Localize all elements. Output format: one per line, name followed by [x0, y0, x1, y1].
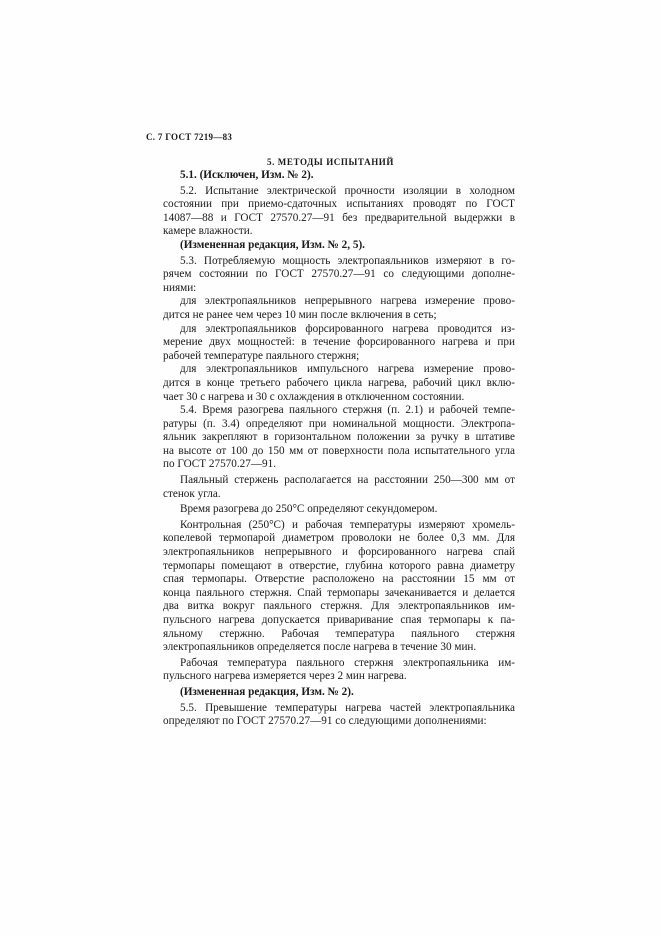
- text-line: термопары помещают в отверстие, глубина которого равна диаметру: [163, 559, 515, 572]
- text-line: электропаяльников определяется после нагрева в течение 30 мин.: [163, 641, 477, 654]
- text-line: Паяльный стержень располагается на расстоянии 250—300 мм от: [180, 474, 515, 487]
- text-line: стенок угла.: [163, 487, 221, 500]
- paragraph: [146, 169, 515, 183]
- text-line: дится в конце третьего рабочего цикла нагрева, рабочий цикл вклю-: [163, 376, 515, 389]
- paragraph: [146, 185, 515, 239]
- text-line: определяют по ГОСТ 27570.27—91 со следующими дополнениями:: [163, 715, 487, 728]
- text-line: копелевой термопарой диаметром проволоки не более 0,3 мм. Для: [163, 532, 515, 545]
- text-line: Время разогрева до 250°С определяют секундомером.: [180, 503, 438, 516]
- paragraph: [146, 657, 515, 684]
- text-line: два витка вокруг паяльного стержня. Для электропаяльников им-: [163, 600, 515, 613]
- text-line: камере влажности.: [163, 225, 253, 238]
- paragraph: [146, 363, 515, 404]
- text-line: для электропаяльников форсированного нагрева проводится из-: [180, 322, 515, 335]
- text-line: мерение двух мощностей: в течение форсированного нагрева и при: [163, 336, 515, 349]
- paragraph: [146, 239, 515, 253]
- paragraph: [146, 474, 515, 501]
- text-line: 5.3. Потребляемую мощность электропаяльников измеряют в го-: [180, 254, 515, 267]
- text-line: для электропаяльников импульсного нагрева измерение прово-: [180, 363, 515, 376]
- text-line: (Измененная редакция, Изм. № 2, 5).: [180, 238, 365, 251]
- text-line: Контрольная (250°С) и рабочая температуры измеряют хромель-: [180, 518, 515, 531]
- text-line: яльному стержню. Рабочая температура паяльного стержня: [163, 627, 515, 640]
- text-line: ниями:: [163, 281, 197, 294]
- text-line: 5.2. Испытание электрической прочности изоляции в холодном: [180, 184, 515, 197]
- text-line: состоянии при приемо-сдаточных испытаниях проводят по ГОСТ: [163, 198, 515, 211]
- paragraph: [146, 519, 515, 655]
- text-line: пульсного нагрева допускается приваривание спая термопары к па-: [163, 614, 515, 626]
- text-line: 5.4. Время разогрева паяльного стержня (п. 2.1) и рабочей темпе-: [180, 404, 515, 417]
- text-line: 5.1. (Исключен, Изм. № 2).: [180, 169, 314, 181]
- paragraph: [146, 503, 515, 517]
- text-line: 14087—88 и ГОСТ 27570.27—91 без предварительной выдержки в: [163, 211, 515, 224]
- paragraph: [146, 702, 515, 729]
- document-body: [146, 169, 515, 729]
- text-line: по ГОСТ 27570.27—91.: [163, 458, 277, 471]
- text-line: рячем состоянии по ГОСТ 27570.27—91 со следующими дополне-: [163, 268, 515, 281]
- paragraph: [146, 404, 515, 472]
- text-line: Рабочая температура паяльного стержня электропаяльника им-: [180, 656, 515, 669]
- paragraph: [146, 295, 515, 322]
- section-title: 5. МЕТОДЫ ИСПЫТАНИЙ: [266, 157, 394, 167]
- text-line: пульсного нагрева измеряется через 2 мин нагрева.: [163, 670, 407, 683]
- text-line: для электропаяльников непрерывного нагрева измерение прово-: [180, 295, 515, 308]
- text-line: спая термопары. Отверстие расположено на расстоянии 15 мм от: [163, 573, 515, 586]
- text-line: конца паяльного стержня. Спай термопары зачеканивается и делается: [163, 586, 515, 599]
- text-line: дится не ранее чем через 10 мин после включения в сеть;: [163, 308, 437, 321]
- text-line: на высоте от 100 до 150 мм от поверхности пола испытательного угла: [163, 444, 515, 457]
- paragraph: [146, 255, 515, 296]
- paragraph: [146, 323, 515, 364]
- text-line: чает 30 с нагрева и 30 с охлаждения в отключенном состоянии.: [163, 390, 465, 403]
- text-line: ратуры (п. 3.4) определяют при номинальной мощности. Электропа-: [163, 417, 515, 430]
- text-line: электропаяльников непрерывного и форсированного нагрева спай: [163, 546, 515, 559]
- text-line: (Измененная редакция, Изм. № 2).: [180, 685, 354, 698]
- text-line: яльник закрепляют в горизонтальном положении за ручку в штативе: [163, 431, 515, 444]
- page-header: С. 7 ГОСТ 7219—83: [146, 132, 233, 142]
- text-line: рабочей температуре паяльного стержня;: [163, 349, 360, 362]
- paragraph: [146, 686, 515, 700]
- text-line: 5.5. Превышение температуры нагрева частей электропаяльника: [180, 701, 515, 714]
